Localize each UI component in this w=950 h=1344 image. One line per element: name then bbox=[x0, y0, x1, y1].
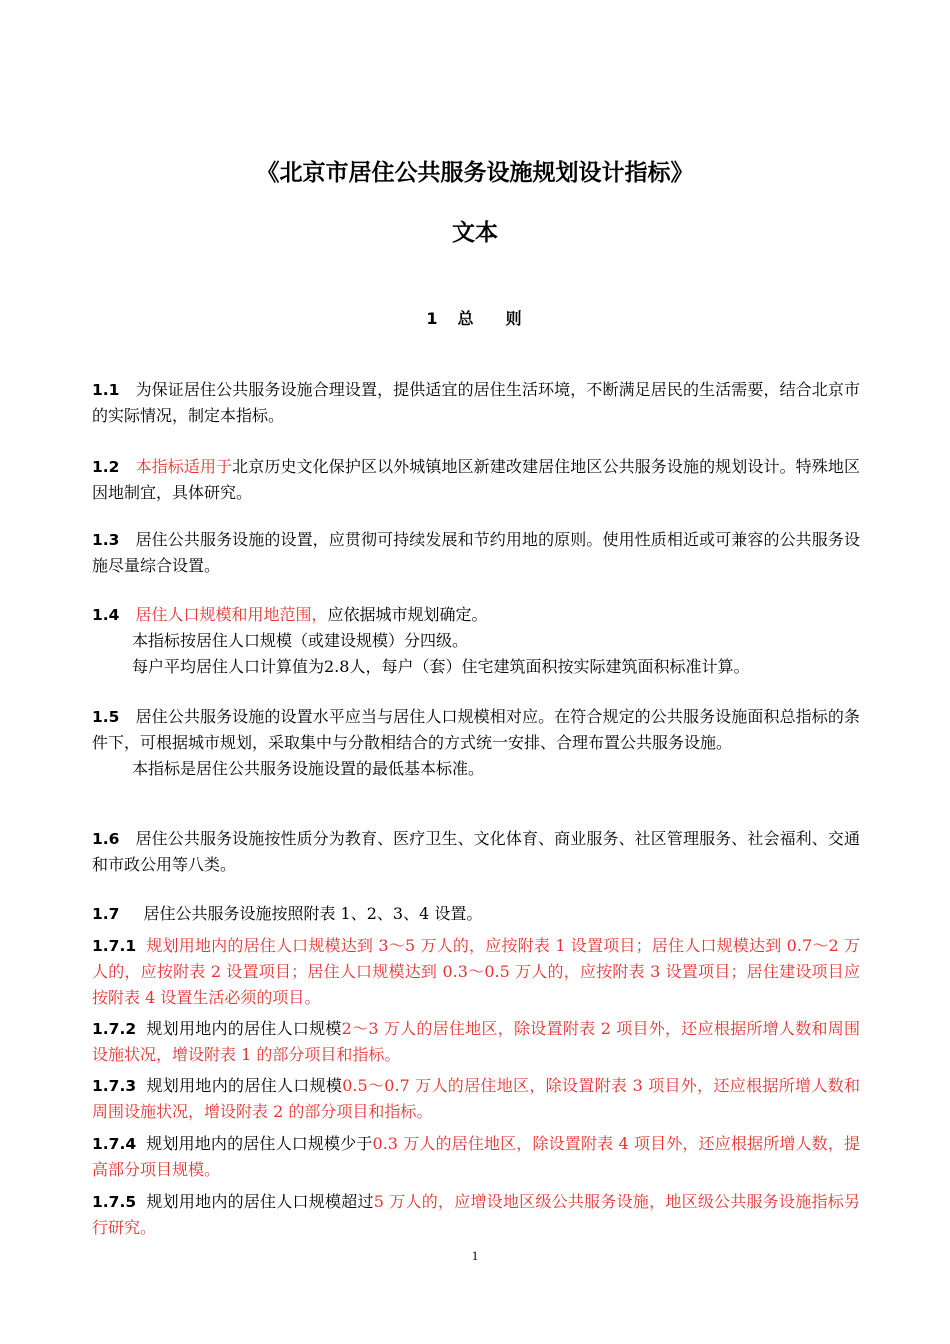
section-text: 居住公共服务设施按照附表 1、2、3、4 设置。 bbox=[143, 904, 483, 923]
section-text: 北京历史文化保护区以外城镇地区新建改建居住地区公共服务设施的规划设计。特殊地区因地制宜，具体研究。 bbox=[92, 457, 860, 502]
section-highlight-text: 0.5～0.7 万人的居住地区，除设置附表 3 项目外，还应根据所增人数和周围设施状况，增设附表 2 的部分项目和指标。 bbox=[92, 1076, 860, 1121]
section-1-7 bbox=[92, 901, 860, 927]
section-highlight-text: 规划用地内的居住人口规模达到 3～5 万人的，应按附表 1 设置项目；居住人口规模达到 0.7～2 万人的，应按附表 2 设置项目；居住人口规模达到 0.3～0.5 万人的，应按附表 3 设置项目；居住建设项目应按附表 4 设置生活必须的项目。 bbox=[92, 936, 860, 1007]
section-number: 1.7 bbox=[92, 905, 120, 923]
section-number: 1.7.2 bbox=[92, 1020, 137, 1038]
section-line-3: 每户平均居住人口计算值为2.8人，每户（套）住宅建筑面积按实际建筑面积标准计算。 bbox=[132, 657, 750, 676]
section-1-5 bbox=[92, 704, 860, 782]
page-number: 1 bbox=[471, 1248, 479, 1263]
section-number: 1.7.1 bbox=[92, 937, 137, 955]
section-text: 应依据城市规划确定。 bbox=[327, 605, 488, 624]
chapter-title-char-2: 则 bbox=[505, 309, 524, 328]
section-text: 居住公共服务设施按性质分为教育、医疗卫生、文化体育、商业服务、社区管理服务、社会福利、交通和市政公用等八类。 bbox=[92, 829, 860, 874]
chapter-title-char-1: 总 bbox=[457, 309, 476, 328]
chapter-number: 1 bbox=[426, 309, 440, 328]
section-number: 1.7.3 bbox=[92, 1077, 137, 1095]
section-number: 1.7.5 bbox=[92, 1193, 137, 1211]
section-number: 1.2 bbox=[92, 458, 120, 476]
section-highlight-text: 居住人口规模和用地范围， bbox=[135, 605, 328, 624]
section-text: 为保证居住公共服务设施合理设置，提供适宜的居住生活环境，不断满足居民的生活需要，结合北京市的实际情况，制定本指标。 bbox=[92, 380, 860, 425]
section-1-2 bbox=[92, 454, 860, 506]
document-title: 《北京市居住公共服务设施规划设计指标》 bbox=[256, 160, 694, 186]
section-highlight-text: 5 万人的，应增设地区级公共服务设施，地区级公共服务设施指标另行研究。 bbox=[92, 1192, 860, 1237]
section-number: 1.3 bbox=[92, 531, 120, 549]
section-1-6 bbox=[92, 826, 860, 878]
section-text: 规划用地内的居住人口规模少于 bbox=[146, 1134, 373, 1153]
section-line-2: 本指标按居住人口规模（或建设规模）分四级。 bbox=[132, 631, 469, 650]
section-text: 居住公共服务设施的设置水平应当与居住人口规模相对应。在符合规定的公共服务设施面积总指标的条件下，可根据城市规划，采取集中与分散相结合的方式统一安排、合理布置公共服务设施。 bbox=[92, 707, 860, 752]
section-text: 规划用地内的居住人口规模 bbox=[146, 1019, 342, 1038]
section-1-1 bbox=[92, 377, 860, 429]
section-1-3 bbox=[92, 527, 860, 579]
section-number: 1.7.4 bbox=[92, 1135, 137, 1153]
section-1-7-1 bbox=[92, 933, 860, 1011]
section-text: 居住公共服务设施的设置，应贯彻可持续发展和节约用地的原则。使用性质相近或可兼容的公共服务设施尽量综合设置。 bbox=[92, 530, 860, 575]
chapter-heading bbox=[0, 306, 950, 329]
section-1-7-2 bbox=[92, 1016, 860, 1068]
section-1-7-5 bbox=[92, 1189, 860, 1241]
section-1-7-4 bbox=[92, 1131, 860, 1183]
document-subtitle: 文本 bbox=[452, 220, 498, 246]
section-highlight-text: 2～3 万人的居住地区，除设置附表 2 项目外，还应根据所增人数和周围设施状况，增设附表 1 的部分项目和指标。 bbox=[92, 1019, 860, 1064]
section-highlight-text: 0.3 万人的居住地区，除设置附表 4 项目外，还应根据所增人数，提高部分项目规模。 bbox=[92, 1134, 860, 1179]
section-number: 1.5 bbox=[92, 708, 120, 726]
section-number: 1.4 bbox=[92, 606, 120, 624]
section-text: 规划用地内的居住人口规模超过 bbox=[146, 1192, 374, 1211]
section-text: 规划用地内的居住人口规模 bbox=[146, 1076, 343, 1095]
section-1-4 bbox=[92, 602, 860, 680]
section-number: 1.1 bbox=[92, 381, 120, 399]
section-1-7-3 bbox=[92, 1073, 860, 1125]
section-number: 1.6 bbox=[92, 830, 120, 848]
section-highlight-text: 本指标适用于 bbox=[135, 457, 233, 476]
section-line-2: 本指标是居住公共服务设施设置的最低基本标准。 bbox=[132, 759, 485, 778]
